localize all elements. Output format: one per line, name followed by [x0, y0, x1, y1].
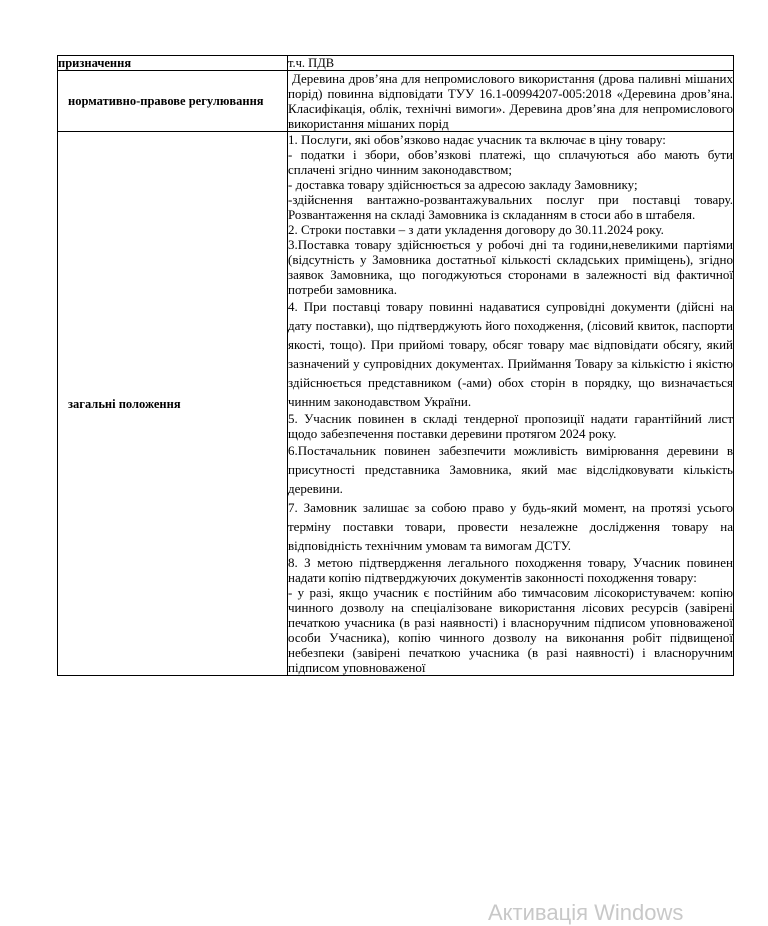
windows-activation-watermark: Активація Windows: [488, 900, 684, 925]
paragraph: 5. Учасник повинен в складі тендерної пропозиції надати гарантійний лист щодо забезпечення поставки деревини протягом 2024 року.: [288, 411, 733, 441]
paragraph: т.ч. ПДВ: [288, 56, 335, 70]
paragraph: 7. Замовник залишає за собою право у будь-який момент, на протязі усього терміну поставки товари, провести незалежне дослідження товару на відповідність технічним умовам та вимогам ДСТУ.: [288, 500, 733, 553]
requirements-table: [57, 55, 734, 676]
paragraph: - у разі, якщо учасник є постійним або тимчасовим лісокористувачем: копію чинного дозволу на спеціалізоване використання лісових ресурсів (завірені печаткою учасника (в разі наявності) і власноручним підписом уповноваженої особи Учасника), копію чинного дозволу на виконання робіт підвищеної небезпеки (завірені печаткою учасника (в разі наявності) і власноручним підписом уповноваженої: [288, 585, 733, 675]
paragraph: 4. При поставці товару повинні надаватися супровідні документи (дійсні на дату поставки), що підтверджують його походження, (лісовий квиток, паспорти якості, тощо). При прийомі товару, обсяг товару має відповідати обсягу, який зазначений у супровідних документах. Приймання Товару за кількістю і якістю здійснюється представником (-ами) обох сторін в порядку, що визначається чинним законодавством України.: [288, 299, 733, 409]
row-label-text: загальні положення: [68, 396, 181, 411]
paragraph: 1. Послуги, які обов’язково надає учасник та включає в ціну товару:: [288, 132, 666, 147]
paragraph: 2. Строки поставки – з дати укладення договору до 30.11.2024 року.: [288, 222, 664, 237]
paragraph: 3.Поставка товару здійснюється у робочі дні та години,невеликими партіями (відсутність у Замовника достатньої кількості складських приміщень), згідно заявок Замовника, що погоджуються сторонами в залежності від фактичної потреби замовника.: [288, 237, 733, 297]
row-content: [288, 132, 734, 676]
row-content: [288, 56, 734, 71]
table-row: [58, 132, 734, 676]
paragraph: Деревина дров’яна для непромислового використання (дрова паливні мішаних порід) повинна відповідати ТУУ 16.1-00994207-005:2018 «Деревина дров’яна. Класифікація, облік, технічні вимоги». Деревина дров’яна для непромислового використання мішаних порід: [288, 71, 733, 131]
paragraph: - податки і збори, обов’язкові платежі, що сплачуються або мають бути сплачені згідно чинним законодавством;: [288, 147, 733, 177]
paragraph: 8. З метою підтвердження легального походження товару, Учасник повинен надати копію підтверджуючих документів законності походження товару:: [288, 555, 733, 585]
row-content: [288, 71, 734, 132]
table-row: [58, 56, 734, 71]
row-label-text: призначення: [58, 56, 132, 70]
row-label-text: нормативно-правове регулювання: [68, 94, 264, 108]
table-row: [58, 71, 734, 132]
paragraph: -здійснення вантажно-розвантажувальних послуг при поставці товару. Розвантаження на складі Замовника із складанням в стоси або в штабеля.: [288, 192, 733, 222]
row-label: [58, 56, 288, 71]
paragraph: 6.Постачальник повинен забезпечити можливість вимірювання деревини в присутності представника Замовника, який має відслідковувати кількість деревини.: [288, 443, 733, 496]
row-label: [58, 132, 288, 676]
row-label: [58, 71, 288, 132]
paragraph: - доставка товару здійснюється за адресою закладу Замовнику;: [288, 177, 638, 192]
